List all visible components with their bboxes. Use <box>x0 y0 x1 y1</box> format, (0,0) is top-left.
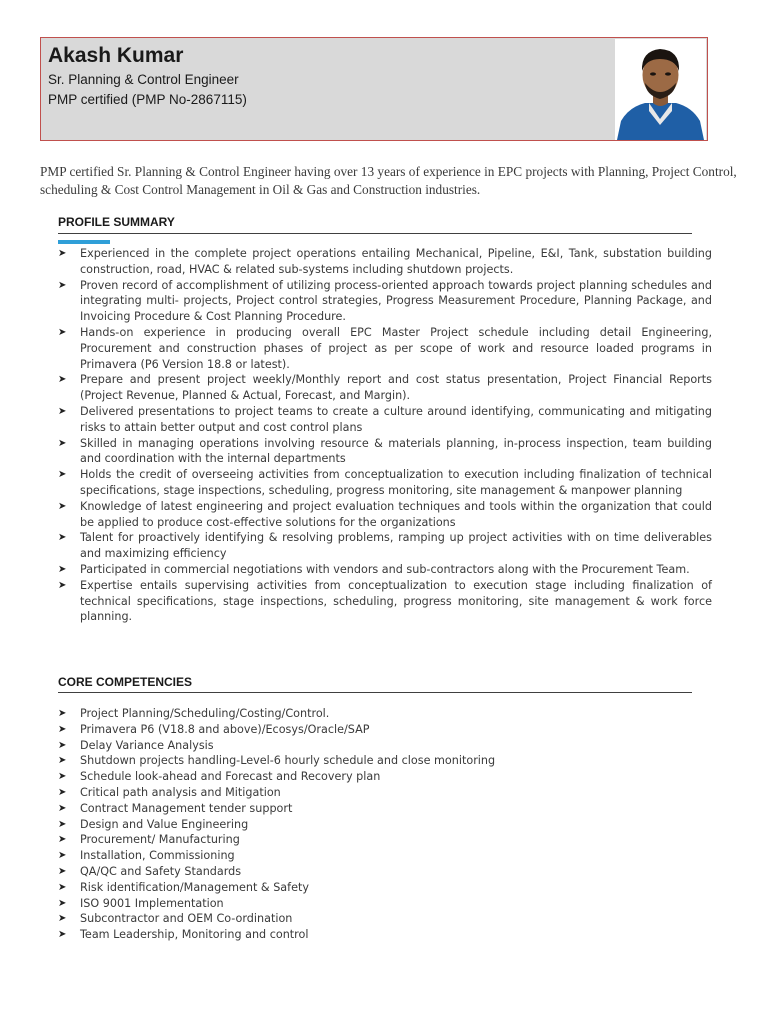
list-item: ➤ Contract Management tender support <box>58 801 293 815</box>
candidate-name: Akash Kumar <box>48 44 184 67</box>
arrowhead-bullet-icon: ➤ <box>58 374 67 386</box>
core-competencies-rule <box>58 692 692 693</box>
profile-summary-list <box>58 246 712 625</box>
arrowhead-bullet-icon: ➤ <box>58 437 67 449</box>
list-item: ➤ Talent for proactively identifying & resolving problems, ramping up project activities with on time deliverables and maximizing efficiency <box>58 531 712 561</box>
arrowhead-bullet-icon: ➤ <box>58 771 67 783</box>
list-item: ➤ Primavera P6 (V18.8 and above)/Ecosys/Oracle/SAP <box>58 722 370 736</box>
list-item: ➤ QA/QC and Safety Standards <box>58 864 242 878</box>
arrowhead-bullet-icon: ➤ <box>58 865 67 877</box>
list-item: ➤ Prepare and present project weekly/Monthly report and cost status presentation, Project Financial Reports (Project Revenue, Planned & Actual, Forecast, and Margin). <box>58 373 712 403</box>
list-item: ➤ Holds the credit of overseeing activities from conceptualization to execution including finalization of technical specifications, stage inspections, scheduling, progress monitoring, site management & manpower planning <box>58 468 712 497</box>
arrowhead-bullet-icon: ➤ <box>58 563 67 575</box>
arrowhead-bullet-icon: ➤ <box>58 786 67 798</box>
arrowhead-bullet-icon: ➤ <box>58 881 67 893</box>
list-item: ➤ Critical path analysis and Mitigation <box>58 785 281 799</box>
arrowhead-bullet-icon: ➤ <box>58 802 67 814</box>
list-item: ➤ Risk identification/Management & Safety <box>58 880 309 894</box>
arrowhead-bullet-icon: ➤ <box>58 405 67 417</box>
job-title: Sr. Planning & Control Engineer <box>48 72 239 87</box>
profile-summary-rule <box>58 233 692 234</box>
arrowhead-bullet-icon: ➤ <box>58 708 67 719</box>
arrowhead-bullet-icon: ➤ <box>58 913 67 925</box>
list-item: ➤ Project Planning/Scheduling/Costing/Control. <box>58 707 330 720</box>
list-item: ➤ Team Leadership, Monitoring and control <box>58 928 309 942</box>
arrowhead-bullet-icon: ➤ <box>58 929 67 941</box>
arrowhead-bullet-icon: ➤ <box>58 850 67 862</box>
arrowhead-bullet-icon: ➤ <box>58 248 67 259</box>
arrowhead-bullet-icon: ➤ <box>58 723 67 735</box>
list-item: ➤ Hands-on experience in producing overall EPC Master Project schedule including detail Engineering, Procurement and construction phases of project as per scope of work and resource loaded programs in Primavera (P6 Version 18.8 or latest). <box>58 325 712 371</box>
arrowhead-bullet-icon: ➤ <box>58 739 67 751</box>
arrowhead-bullet-icon: ➤ <box>58 579 67 591</box>
core-competencies-list <box>58 706 658 943</box>
arrowhead-bullet-icon: ➤ <box>58 532 67 544</box>
list-item: ➤ Knowledge of latest engineering and project evaluation techniques and tools within the organization that could be applied to produce cost-effective solutions for the organizations <box>58 499 712 529</box>
arrowhead-bullet-icon: ➤ <box>58 500 67 512</box>
list-item: ➤ Skilled in managing operations involving resource & materials planning, in-process inspection, team building and coordination with the internal departments <box>58 436 712 466</box>
arrowhead-bullet-icon: ➤ <box>58 755 67 767</box>
arrowhead-bullet-icon: ➤ <box>58 834 67 846</box>
profile-summary-accent <box>58 240 110 244</box>
list-item: ➤ Participated in commercial negotiations with vendors and sub-contractors along with the Procurement Team. <box>58 562 690 576</box>
list-item: ➤ Experienced in the complete project operations entailing Mechanical, Pipeline, E&I, Tank, substation building construction, road, HVAC & related sub-systems including shutdown projects. <box>58 247 712 276</box>
list-item: ➤ Expertise entails supervising activities from conceptualization to execution stage including finalization of technical specifications, stage inspections, scheduling, progress monitoring, site management & work force planning. <box>58 578 712 624</box>
list-item: ➤ Proven record of accomplishment of utilizing process-oriented approach towards project planning schedules and integrating multi- projects, Project control strategies, Progress Measurement Procedure, Planning Package, and Invoicing Procedure & Cost Planning Procedure. <box>58 278 712 324</box>
list-item: ➤ Schedule look-ahead and Forecast and Recovery plan <box>58 770 381 784</box>
profile-photo-image <box>615 39 706 140</box>
arrowhead-bullet-icon: ➤ <box>58 326 67 338</box>
list-item: ➤ Delay Variance Analysis <box>58 738 214 752</box>
list-item: ➤ Subcontractor and OEM Co-ordination <box>58 912 293 926</box>
arrowhead-bullet-icon: ➤ <box>58 897 67 909</box>
header-bottom-strip <box>41 136 589 140</box>
intro-summary: PMP certified Sr. Planning & Control Engineer having over 13 years of experience in EPC projects with Planning, Project Control, scheduling & Cost Control Management in Oil & Gas and Construction industries. <box>40 164 737 197</box>
list-item: ➤ Shutdown projects handling-Level-6 hourly schedule and close monitoring <box>58 754 496 768</box>
list-item: ➤ Installation, Commissioning <box>58 849 235 863</box>
profile-photo <box>615 39 706 140</box>
arrowhead-bullet-icon: ➤ <box>58 818 67 830</box>
core-competencies-heading: CORE COMPETENCIES <box>58 675 193 689</box>
certification: PMP certified (PMP No-2867115) <box>48 92 247 107</box>
arrowhead-bullet-icon: ➤ <box>58 469 67 481</box>
list-item: ➤ ISO 9001 Implementation <box>58 896 224 910</box>
list-item: ➤ Procurement/ Manufacturing <box>58 833 240 847</box>
profile-summary-heading: PROFILE SUMMARY <box>58 215 175 229</box>
arrowhead-bullet-icon: ➤ <box>58 279 67 291</box>
list-item: ➤ Design and Value Engineering <box>58 817 249 831</box>
list-item: ➤ Delivered presentations to project teams to create a culture around identifying, communicating and mitigating risks to attain better output and cost control plans <box>58 404 712 434</box>
